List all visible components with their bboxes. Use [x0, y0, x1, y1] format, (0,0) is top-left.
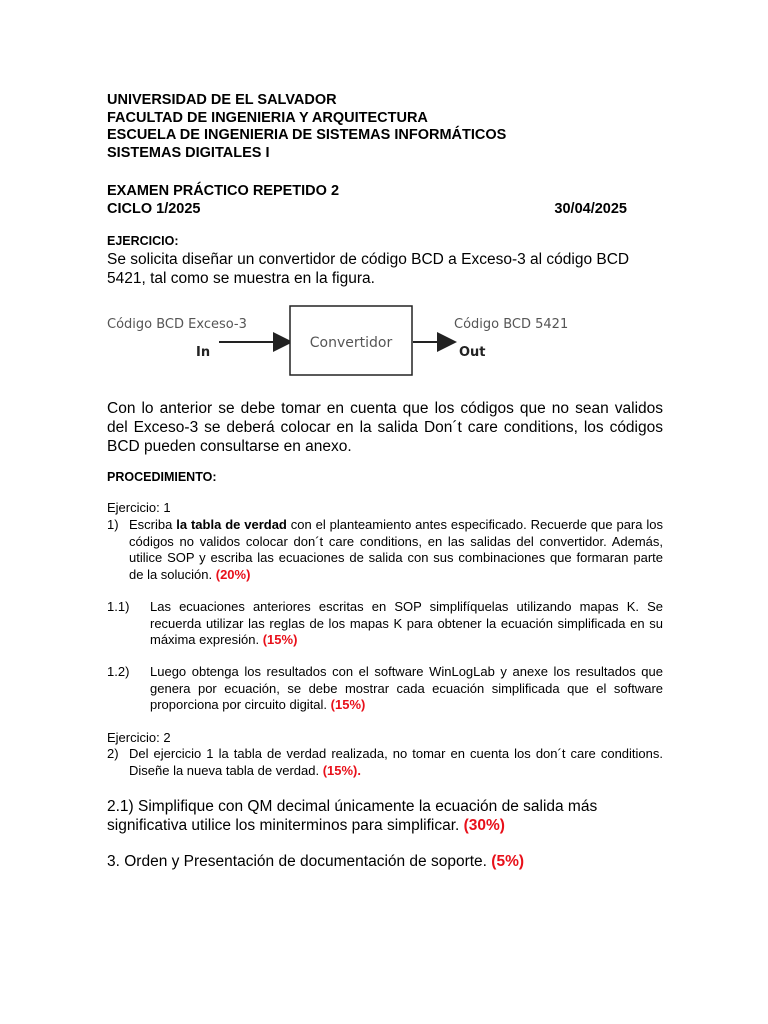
item-3-percentage: (5%)	[491, 853, 525, 870]
diagram-input-label: Código BCD Exceso-3	[107, 317, 247, 332]
item-1-1	[107, 599, 663, 649]
item-1-bold: la tabla de verdad	[176, 517, 287, 532]
exercise-text: Se solicita diseñar un convertidor de código BCD a Exceso-3 al código BCD 5421, tal como se muestra en la figura.	[107, 251, 630, 287]
exam-info	[107, 182, 627, 218]
item-1-number: 1)	[107, 517, 119, 532]
exercise1-label: Ejercicio: 1	[107, 500, 171, 515]
converter-diagram	[107, 300, 667, 380]
item-2-body	[129, 746, 663, 779]
converter-box-label: Convertidor	[309, 335, 393, 351]
item-1-pre: Escriba	[129, 517, 177, 532]
item-2	[107, 746, 663, 779]
item-1-percentage: (20%)	[215, 566, 251, 582]
item-2-1-text: 2.1) Simplifique con QM decimal únicamente la ecuación de salida más significativa utilice los miniterminos para simplificar.	[107, 798, 598, 834]
diagram-output-label: Código BCD 5421	[454, 317, 569, 332]
item-2-percentage: (15%).	[322, 762, 361, 778]
item-3-text: 3. Orden y Presentación de documentación de soporte.	[107, 853, 492, 870]
school-name: ESCUELA DE INGENIERIA DE SISTEMAS INFORMÁTICOS	[107, 127, 507, 143]
exercise-label: EJERCICIO:	[107, 234, 179, 248]
item-1-2-text: Luego obtenga los resultados con el software WinLogLab y anexe los resultados que genera por ecuación, se debe mostrar cada ecuación simplificada que el software proporciona por circuito digital.	[150, 664, 663, 712]
item-1-1-body	[150, 599, 663, 649]
exam-cycle-row	[107, 200, 627, 218]
item-2-number: 2)	[107, 746, 119, 761]
item-2-1-percentage: (30%)	[463, 817, 505, 834]
item-2-text: Del ejercicio 1 la tabla de verdad realizada, no tomar en cuenta los don´t care conditions. Diseñe la nueva tabla de verdad.	[129, 746, 663, 778]
exercise2-label: Ejercicio: 2	[107, 730, 171, 745]
converter-diagram-svg	[107, 300, 667, 380]
course-name: SISTEMAS DIGITALES I	[107, 144, 270, 161]
item-3	[107, 852, 667, 871]
document-header	[107, 92, 667, 162]
faculty-name: FACULTAD DE INGENIERIA Y ARQUITECTURA	[107, 109, 428, 126]
procedure-label: PROCEDIMIENTO:	[107, 470, 217, 484]
item-1-body	[129, 517, 663, 583]
item-2-1	[107, 797, 667, 835]
item-1-2-body	[150, 664, 663, 714]
item-1-2-number: 1.2)	[107, 664, 130, 679]
item-1-1-text: Las ecuaciones anteriores escritas en SOP simplifíquelas utilizando mapas K. Se recuerda utilizar las reglas de los mapas K para obtener la ecuación simplificada en su máxima expresión.	[150, 599, 663, 647]
item-1-1-percentage: (15%)	[262, 632, 298, 647]
conditions-text: Con lo anterior se debe tomar en cuenta que los códigos que no sean validos del Exceso-3 se deberá colocar en la salida Don´t care conditions, los códigos BCD pueden consultarse en anexo.	[107, 400, 663, 455]
item-1	[107, 517, 663, 583]
item-1-2-percentage: (15%)	[330, 697, 366, 712]
item-1-post: con el planteamiento antes especificado. Recuerde que para los códigos no validos colocar don´t care conditions, en las salidas del convertidor. Además, utilice SOP y escriba las ecuaciones de salida con sus combinaciones que formaran parte de la solución.	[129, 517, 663, 582]
exam-cycle: CICLO 1/2025	[107, 201, 201, 217]
exam-date: 30/04/2025	[554, 201, 627, 217]
item-1-1-number: 1.1)	[107, 599, 130, 614]
diagram-output-tag: Out	[459, 345, 486, 360]
item-1-2	[107, 664, 663, 714]
exam-title: EXAMEN PRÁCTICO REPETIDO 2	[107, 183, 340, 199]
diagram-input-tag: In	[196, 345, 211, 360]
university-name: UNIVERSIDAD DE EL SALVADOR	[107, 92, 337, 108]
